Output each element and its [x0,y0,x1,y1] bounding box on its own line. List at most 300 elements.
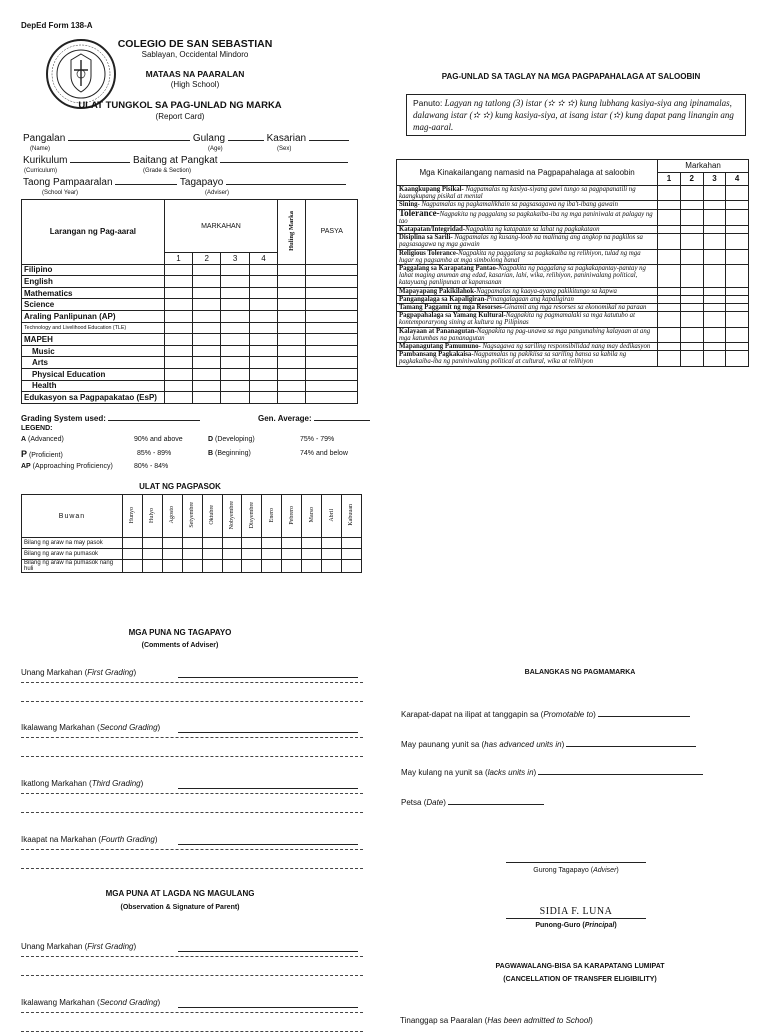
value-rating-cell[interactable] [726,209,749,225]
value-rating-cell[interactable] [703,234,726,249]
grade-cell[interactable] [193,345,221,357]
grade-cell[interactable] [164,357,192,369]
subject-row [22,345,358,357]
grade-cell[interactable] [249,276,277,288]
attendance-cell[interactable] [282,560,302,573]
attendance-cell[interactable] [123,538,143,549]
subject-name: Edukasyon sa Pagpapakatao (EsP) [22,392,165,404]
grade-cell[interactable] [249,345,277,357]
value-rating-cell[interactable] [658,343,681,351]
attendance-cell[interactable] [262,560,282,573]
subject-name: Technology and Livelihood Education (TLE) [22,322,165,334]
attendance-cell[interactable] [302,549,322,560]
attendance-cell[interactable] [182,538,202,549]
subject-row [22,368,358,380]
attendance-cell[interactable] [182,560,202,573]
grade-cell[interactable] [164,368,192,380]
comment-label: Unang Markahan (First Grading) [21,942,137,951]
grade-cell[interactable] [193,368,221,380]
sex-field[interactable] [309,140,349,141]
value-description: Pagpapahalaga sa Yamang Kultural-Nagpakita ng pagmamalaki sa mga katutubo at kontemporaryong sining at kultura ng Pilipinas [397,312,658,327]
final-grade-cell[interactable] [278,357,306,369]
value-rating-cell[interactable] [726,186,749,201]
value-rating-cell[interactable] [680,327,703,342]
age-field[interactable] [228,140,264,141]
age-label: Gulang [192,133,226,144]
grade-cell[interactable] [164,345,192,357]
value-rating-cell[interactable] [680,209,703,225]
value-rating-cell[interactable] [658,186,681,201]
value-rating-cell[interactable] [680,265,703,288]
adviser-comments-title: MGA PUNA NG TAGAPAYO [128,628,232,637]
attendance-cell[interactable] [123,549,143,560]
month-column: Disyembre [242,495,262,538]
value-rating-cell[interactable] [658,287,681,295]
value-rating-cell[interactable] [658,351,681,366]
grade-cell[interactable] [193,310,221,322]
value-row [397,209,749,225]
value-row [397,295,749,303]
value-description: Paggalang sa Karapatang Pantao-Nagpakita ng paggalang sa pagkakapantay-pantay ng lahat maging anuman ang edad, kasarian, lahi, wika, relihiyon, paniniwalang political, katayuang panlipunan at kapansanan [397,265,658,288]
subject-row [22,264,358,276]
grading-system-field[interactable] [108,420,200,421]
final-grade-cell[interactable] [278,310,306,322]
subject-name: Araling Panlipunan (AP) [22,310,165,322]
grade-section-field[interactable] [220,162,348,163]
grade-cell[interactable] [164,276,192,288]
attendance-cell[interactable] [322,560,342,573]
curriculum-label: Kurikulum [23,155,68,166]
value-rating-cell[interactable] [703,343,726,351]
month-column: Pebrero [282,495,302,538]
value-description: Religious Tolerance-Nagpakita ng paggalang sa pagkakaiba ng relihiyon, tulad ng mga lugar ng pagsamba at mga simbolong banal [397,249,658,264]
school-name: COLEGIO DE SAN SEBASTIAN [117,38,273,50]
value-rating-cell[interactable] [658,327,681,342]
comment-line[interactable] [178,677,358,678]
comment-line[interactable] [21,868,363,869]
value-description: Mapanagutang Pamumuno- Nagsagawa ng sariling responsibilidad nang may dedikasyon [397,343,658,351]
attendance-cell[interactable] [162,549,182,560]
grade-cell[interactable] [221,334,249,346]
attendance-cell[interactable] [222,549,242,560]
value-rating-cell[interactable] [680,295,703,303]
grade-cell[interactable] [193,357,221,369]
remarks-cell[interactable] [306,392,358,404]
final-grade-cell[interactable] [278,392,306,404]
subject-row [22,276,358,288]
value-rating-cell[interactable] [726,226,749,234]
grade-cell[interactable] [164,334,192,346]
grade-cell[interactable] [221,380,249,392]
remarks-header: PASYA [306,200,358,265]
grade-cell[interactable] [193,322,221,334]
grade-cell[interactable] [221,357,249,369]
value-rating-cell[interactable] [703,209,726,225]
value-rating-cell[interactable] [726,287,749,295]
value-rating-cell[interactable] [726,249,749,264]
grade-cell[interactable] [221,368,249,380]
school-address: Sablayan, Occidental Mindoro [141,50,249,59]
comment-line[interactable] [21,1012,363,1013]
value-rating-cell[interactable] [726,304,749,312]
values-quarter-header: 4 [726,173,749,186]
attendance-cell[interactable] [162,560,182,573]
value-rating-cell[interactable] [726,265,749,288]
value-row [397,327,749,342]
attendance-cell[interactable] [123,560,143,573]
grade-cell[interactable] [164,310,192,322]
subject-row [22,334,358,346]
legend-b: B (Beginning) [208,450,251,457]
attendance-cell[interactable] [282,538,302,549]
attendance-cell[interactable] [242,549,262,560]
attendance-cell[interactable] [302,560,322,573]
attendance-cell[interactable] [242,560,262,573]
promotion-field-line[interactable] [448,804,544,805]
attendance-cell[interactable] [222,560,242,573]
final-grade-cell[interactable] [278,380,306,392]
value-description: Katapatan/Integridad-Nagpakita ng katapatan sa lahat ng pagkakataon [397,226,658,234]
legend-a: A (Advanced) [21,436,64,443]
value-rating-cell[interactable] [680,343,703,351]
value-rating-cell[interactable] [703,295,726,303]
grade-cell[interactable] [193,380,221,392]
grade-cell[interactable] [164,264,192,276]
value-rating-cell[interactable] [726,234,749,249]
value-description: Kalayaan at Pananagutan-Nagpakita ng pag-unawa sa mga pangunahing kalayaan at ang mga katumbas na pananagutan [397,327,658,342]
grade-cell[interactable] [164,299,192,311]
month-column: Marso [302,495,322,538]
value-rating-cell[interactable] [658,234,681,249]
form-id: DepEd Form 138-A [21,21,93,30]
attendance-cell[interactable] [182,549,202,560]
remarks-cell[interactable] [306,368,358,380]
curriculum-en: (Curriculum) [24,168,57,174]
value-rating-cell[interactable] [680,312,703,327]
values-quarter-header: 1 [658,173,681,186]
value-rating-cell[interactable] [680,226,703,234]
value-rating-cell[interactable] [658,304,681,312]
grade-cell[interactable] [221,345,249,357]
attendance-title: ULAT NG PAGPASOK [139,482,221,491]
subject-row [22,310,358,322]
legend-b-range: 74% and below [300,450,348,457]
legend-label: LEGEND: [21,425,53,432]
admitted-label: Tinanggap sa Paaralan (Has been admitted to School) [400,1016,593,1025]
value-rating-cell[interactable] [726,343,749,351]
adviser-en: (Adviser) [205,190,230,196]
month-column: Setyembre [182,495,202,538]
grade-cell[interactable] [164,287,192,299]
comment-line[interactable] [21,682,363,683]
value-rating-cell[interactable] [680,186,703,201]
grade-cell[interactable] [221,322,249,334]
grade-cell[interactable] [249,287,277,299]
promotion-field-line[interactable] [538,774,703,775]
adviser-field[interactable] [226,184,346,185]
attendance-cell[interactable] [222,538,242,549]
month-header: Buwan [22,495,123,538]
value-rating-cell[interactable] [703,287,726,295]
grade-cell[interactable] [221,276,249,288]
grade-cell[interactable] [249,334,277,346]
attendance-cell[interactable] [162,538,182,549]
school-year-label: Taong Pampaaralan [23,177,113,188]
value-description: Disiplina sa Sarili- Nagpamalas ng kusang-loob na malinang ang angkop na pagkilos sa pagsasagawa ng mga gawain [397,234,658,249]
grade-cell[interactable] [164,380,192,392]
attendance-row-label: Bilang ng araw na pumasok nang huli [22,560,123,573]
final-grade-cell[interactable] [278,322,306,334]
grade-cell[interactable] [249,310,277,322]
remarks-cell[interactable] [306,276,358,288]
value-row [397,201,749,209]
value-rating-cell[interactable] [726,312,749,327]
subject-name: Music [22,345,165,357]
comment-line[interactable] [21,737,363,738]
value-rating-cell[interactable] [703,304,726,312]
value-rating-cell[interactable] [658,209,681,225]
legend-p: P (Proficient) [21,449,63,459]
comment-line[interactable] [21,975,363,976]
value-rating-cell[interactable] [703,226,726,234]
attendance-cell[interactable] [142,538,162,549]
comment-line[interactable] [21,812,363,813]
principal-signature-line [506,918,646,919]
grade-cell[interactable] [249,368,277,380]
comment-line[interactable] [178,951,358,952]
value-rating-cell[interactable] [658,265,681,288]
gen-average-label: Gen. Average: [258,414,370,423]
attendance-row [22,560,362,573]
month-column: Kabuuan [341,495,361,538]
subject-row [22,380,358,392]
value-rating-cell[interactable] [703,186,726,201]
attendance-cell[interactable] [262,549,282,560]
grade-cell[interactable] [164,392,192,404]
grade-cell[interactable] [249,357,277,369]
attendance-cell[interactable] [322,538,342,549]
value-rating-cell[interactable] [658,312,681,327]
attendance-cell[interactable] [282,549,302,560]
grade-section-label: Baitang at Pangkat [133,155,218,166]
attendance-cell[interactable] [262,538,282,549]
cancellation-subtitle: (CANCELLATION OF TRANSFER ELIGIBILITY) [503,976,657,983]
value-rating-cell[interactable] [726,201,749,209]
comment-line[interactable] [21,793,363,794]
attendance-cell[interactable] [202,538,222,549]
value-rating-cell[interactable] [680,234,703,249]
attendance-cell[interactable] [202,549,222,560]
remarks-cell[interactable] [306,334,358,346]
attendance-cell[interactable] [142,549,162,560]
value-row [397,287,749,295]
attendance-cell[interactable] [322,549,342,560]
grade-cell[interactable] [164,322,192,334]
quarter-header: 3 [221,253,249,265]
value-rating-cell[interactable] [726,351,749,366]
remarks-cell[interactable] [306,287,358,299]
remarks-cell[interactable] [306,310,358,322]
subject-name: Science [22,299,165,311]
promotion-field-line[interactable] [598,716,690,717]
subject-name: Physical Education [22,368,165,380]
attendance-cell[interactable] [202,560,222,573]
remarks-cell[interactable] [306,357,358,369]
final-grade-cell[interactable] [278,276,306,288]
attendance-cell[interactable] [242,538,262,549]
grading-system-label: Grading System used: [21,414,200,423]
comment-line[interactable] [21,701,363,702]
grade-cell[interactable] [193,299,221,311]
subject-name: Health [22,380,165,392]
sex-label: Kasarian [266,133,307,144]
info-row-3 [23,177,353,188]
promotion-field: Petsa (Date) [401,798,544,807]
value-row [397,304,749,312]
value-rating-cell[interactable] [658,295,681,303]
value-description: Pangangalaga sa Kapaligiran-Pinangalagaan ang kapaligiran [397,295,658,303]
remarks-cell[interactable] [306,322,358,334]
grade-cell[interactable] [193,287,221,299]
grade-cell[interactable] [249,322,277,334]
grade-cell[interactable] [221,392,249,404]
legend-a-range: 90% and above [134,436,183,443]
value-rating-cell[interactable] [658,226,681,234]
comment-line[interactable] [178,844,358,845]
attendance-row [22,538,362,549]
value-row [397,249,749,264]
comment-line[interactable] [178,788,358,789]
final-grade-cell[interactable] [278,345,306,357]
comment-line[interactable] [21,956,363,957]
value-row [397,265,749,288]
grade-cell[interactable] [249,264,277,276]
value-rating-cell[interactable] [658,249,681,264]
value-rating-cell[interactable] [703,201,726,209]
value-rating-cell[interactable] [703,327,726,342]
value-row [397,343,749,351]
value-rating-cell[interactable] [726,295,749,303]
value-rating-cell[interactable] [703,249,726,264]
attendance-cell[interactable] [341,560,361,573]
final-grade-cell[interactable] [278,299,306,311]
grade-cell[interactable] [193,264,221,276]
final-grade-header: Huling Marka [278,200,306,265]
value-rating-cell[interactable] [680,351,703,366]
value-rating-cell[interactable] [680,287,703,295]
principal-name: SIDIA F. LUNA [539,906,613,917]
final-grade-cell[interactable] [278,334,306,346]
grade-cell[interactable] [193,392,221,404]
remarks-cell[interactable] [306,345,358,357]
parent-comments-title: MGA PUNA AT LAGDA NG MAGULANG [105,889,255,898]
final-grade-cell[interactable] [278,264,306,276]
promotion-field: May kulang na yunit sa (lacks units in) [401,768,703,777]
legend-ap: AP (Approaching Proficiency) [21,463,113,470]
grade-cell[interactable] [221,287,249,299]
values-quarter-header: 3 [703,173,726,186]
grade-cell[interactable] [221,310,249,322]
promotion-title: BALANGKAS NG PAGMAMARKA [524,669,636,676]
attendance-cell[interactable] [341,549,361,560]
grade-cell[interactable] [193,276,221,288]
month-column: Hulyo [142,495,162,538]
value-row [397,351,749,366]
instructions-text: Panuto: Lagyan ng tatlong (3) istar (✫ ✫ ✫) kung lubhang kasiya-siya ang ipinamalas, dalawang istar (✫ ✫) kung kasiya-siya, at isang istar (✫) kung dapat pang linangin ang mag-aaral. [413,98,734,132]
school-year-field[interactable] [115,184,177,185]
comment-line[interactable] [21,756,363,757]
value-description: Tamang Paggamit ng mga Resorses-Ginamit ang mga resorses sa ekonomikal na paraan [397,304,658,312]
value-row [397,226,749,234]
remarks-cell[interactable] [306,299,358,311]
grade-cell[interactable] [249,299,277,311]
comment-line[interactable] [178,1007,358,1008]
quarter-header: 4 [249,253,277,265]
subject-name: English [22,276,165,288]
comment-line[interactable] [178,732,358,733]
markahan-header: MARKAHAN [164,200,277,253]
adviser-signature-label: Gurong Tagapayo (Adviser) [533,867,619,874]
promotion-field-line[interactable] [566,746,696,747]
month-column: Oktubre [202,495,222,538]
grade-cell[interactable] [221,299,249,311]
subject-row [22,287,358,299]
value-rating-cell[interactable] [680,249,703,264]
comment-line[interactable] [21,849,363,850]
attendance-cell[interactable] [302,538,322,549]
comment-label: Ikatlong Markahan (Third Grading) [21,779,144,788]
grade-cell[interactable] [193,334,221,346]
values-header-right: Markahan [658,160,749,173]
name-field[interactable] [68,140,190,141]
adviser-signature-line[interactable] [506,862,646,863]
remarks-cell[interactable] [306,264,358,276]
value-row [397,234,749,249]
grade-cell[interactable] [249,392,277,404]
value-rating-cell[interactable] [726,327,749,342]
grade-cell[interactable] [221,264,249,276]
quarter-header: 1 [164,253,192,265]
value-description: Mapayapang Pakikilahok-Nagpamalas ng kaaya-ayang pakikitungo sa kapwa [397,287,658,295]
value-rating-cell[interactable] [658,201,681,209]
age-en: (Age) [208,146,223,152]
value-rating-cell[interactable] [703,265,726,288]
comment-label: Ikaapat na Markahan (Fourth Grading) [21,835,158,844]
value-rating-cell[interactable] [680,201,703,209]
value-rating-cell[interactable] [680,304,703,312]
value-rating-cell[interactable] [703,312,726,327]
report-title: ULAT TUNGKOL SA PAG-UNLAD NG MARKA [78,100,282,111]
final-grade-cell[interactable] [278,368,306,380]
legend-ap-range: 80% - 84% [134,463,169,470]
attendance-cell[interactable] [341,538,361,549]
month-column: Nobyembre [222,495,242,538]
curriculum-field[interactable] [70,162,130,163]
info-row-2 [23,155,353,166]
gen-average-field[interactable] [314,420,370,421]
attendance-cell[interactable] [142,560,162,573]
final-grade-cell[interactable] [278,287,306,299]
cancellation-title: PAGWAWALANG-BISA SA KARAPATANG LUMIPAT [495,963,665,970]
school-level-en: (High School) [170,80,220,89]
month-column: Enero [262,495,282,538]
remarks-cell[interactable] [306,380,358,392]
grade-cell[interactable] [249,380,277,392]
value-rating-cell[interactable] [703,351,726,366]
values-header-left: Mga Kinakailangang namasid na Pagpapahalaga at saloobin [397,160,658,186]
month-column: Agosto [162,495,182,538]
subject-name: Arts [22,357,165,369]
